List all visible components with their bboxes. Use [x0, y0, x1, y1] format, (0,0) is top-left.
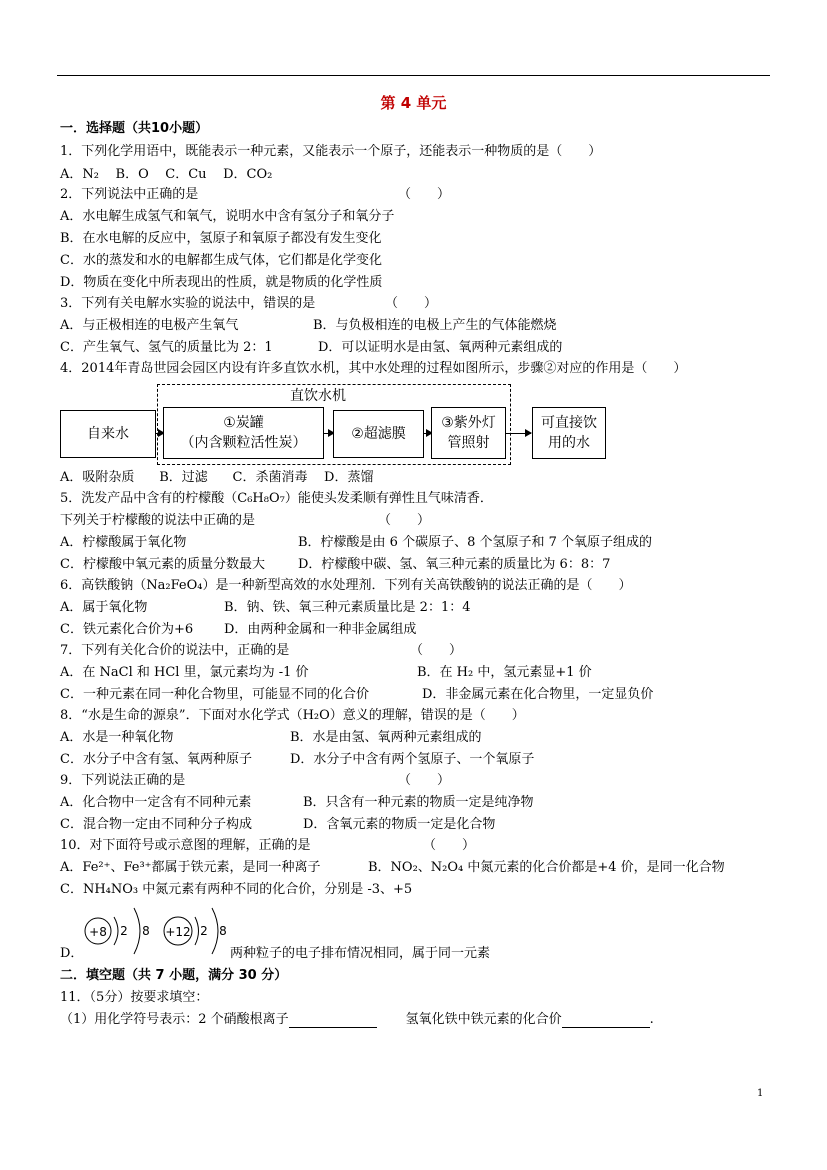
q7-option-d: D．非金属元素在化合物里，一定显负价	[422, 687, 654, 702]
flow-arrow	[505, 433, 531, 434]
atom-diagram-2	[164, 908, 227, 954]
shell-electrons: 2	[200, 924, 208, 938]
question-7: 7．下列有关化合价的说法中，正确的是	[60, 643, 290, 658]
q2-option-d: D．物质在变化中所表现出的性质，就是物质的化学性质	[60, 275, 383, 290]
question-2: 2．下列说法中正确的是	[60, 187, 199, 202]
answer-paren: （ ）	[398, 773, 451, 788]
q5-option-a: A．柠檬酸属于氧化物	[60, 535, 187, 550]
atomic-structure-diagrams	[80, 902, 230, 962]
q8-option-a: A．水是一种氧化物	[60, 730, 174, 745]
q9-option-a: A．化合物中一定含有不同种元素	[60, 795, 252, 810]
q6-option-c: C．铁元素化合价为+6	[60, 622, 194, 637]
box-label: 可直接饮	[541, 415, 597, 431]
q6-option-a: A．属于氧化物	[60, 600, 148, 615]
box-label: ②超滤膜	[351, 426, 406, 442]
page-number: 1	[757, 1088, 764, 1099]
option: B．过滤	[159, 470, 208, 485]
option: C．杀菌消毒	[232, 470, 308, 485]
question-5-line2: 下列关于柠檬酸的说法中正确的是	[60, 513, 256, 528]
answer-paren: （ ）	[410, 643, 463, 658]
q3-option-b: B．与负极相连的电极上产生的气体能燃烧	[313, 318, 557, 333]
question-10: 10．对下面符号或示意图的理解，正确的是	[60, 838, 311, 853]
q10-option-b: B．NO₂、N₂O₄ 中氮元素的化合价都是+4 价，是同一化合物	[368, 860, 725, 875]
q7-option-c: C．一种元素在同一种化合物里，可能显不同的化合价	[60, 687, 369, 702]
q6-option-b: B．钠、铁、氧三种元素质量比是 2：1：4	[224, 600, 471, 615]
prompt-text: （1）用化学符号表示：2 个硝酸根离子	[60, 1012, 289, 1027]
section-heading-2: 二．填空题（共 7 小题，满分 30 分）	[60, 968, 288, 983]
q5-option-c: C．柠檬酸中氧元素的质量分数最大	[60, 557, 265, 572]
box-label: 自来水	[87, 426, 129, 442]
shell-electrons: 8	[142, 924, 150, 938]
answer-paren: （ ）	[398, 187, 451, 202]
question-3: 3．下列有关电解水实验的说法中，错误的是	[60, 296, 316, 311]
question-8: 8．“水是生命的源泉”．下面对水化学式（H₂O）意义的理解，错误的是（ ）	[60, 708, 525, 723]
q1-options	[60, 167, 272, 183]
option: C．Cu	[165, 167, 207, 182]
option: A．N₂	[60, 167, 99, 182]
q8-option-d: D．水分子中含有两个氢原子、一个氧原子	[290, 752, 535, 767]
uv-lamp-box	[431, 407, 506, 459]
answer-paren: （ ）	[423, 838, 476, 853]
q7-option-a: A．在 NaCl 和 HCl 里，氯元素均为 -1 价	[60, 665, 309, 680]
nucleus-charge: +8	[89, 925, 107, 939]
q2-option-b: B．在水电解的反应中，氢原子和氧原子都没有发生变化	[60, 231, 382, 246]
page-title: 第 4 单元	[380, 94, 447, 112]
q10-option-a: A．Fe²⁺、Fe³⁺都属于铁元素，是同一种离子	[60, 860, 321, 875]
q4-options	[60, 470, 373, 486]
box-label: ③紫外灯	[441, 415, 496, 431]
q3-option-a: A．与正极相连的电极产生氧气	[60, 318, 239, 333]
q6-option-d: D．由两种金属和一种非金属组成	[224, 622, 417, 637]
q2-option-a: A．水电解生成氢气和氧气，说明水中含有氢分子和氧分子	[60, 209, 395, 224]
q5-option-b: B．柠檬酸是由 6 个碳原子、8 个氢原子和 7 个氧原子组成的	[298, 535, 653, 550]
machine-label: 直饮水机	[290, 388, 346, 404]
q3-option-d: D．可以证明水是由氢、氧两种元素组成的	[318, 340, 563, 355]
answer-blank[interactable]	[289, 1015, 377, 1028]
question-6: 6．高铁酸钠（Na₂FeO₄）是一种新型高效的水处理剂．下列有关高铁酸钠的说法正确的是（ ）	[60, 578, 632, 593]
question-9: 9．下列说法正确的是	[60, 773, 186, 788]
q10-option-c: C．NH₄NO₃ 中氮元素有两种不同的化合价，分别是 -3、+5	[60, 882, 413, 897]
atom-diagram-1	[85, 908, 150, 954]
shell-electrons: 8	[219, 924, 227, 938]
q7-option-b: B．在 H₂ 中，氢元素显+1 价	[417, 665, 592, 680]
q8-option-b: B．水是由氢、氧两种元素组成的	[290, 730, 482, 745]
q9-option-d: D．含氧元素的物质一定是化合物	[303, 817, 496, 832]
q9-option-c: C．混合物一定由不同种分子构成	[60, 817, 252, 832]
option: A．吸附杂质	[60, 470, 135, 485]
question-1: 1．下列化学用语中，既能表示一种元素，又能表示一个原子，还能表示一种物质的是（ ）	[60, 144, 602, 159]
q8-option-c: C．水分子中含有氢、氧两种原子	[60, 752, 252, 767]
prompt-text: 氢氧化铁中铁元素的化合价	[405, 1012, 562, 1027]
answer-paren: （ ）	[378, 513, 431, 528]
carbon-tank-box	[163, 407, 324, 459]
option: D．CO₂	[223, 167, 273, 182]
box-label: 用的水	[548, 435, 590, 451]
q5-option-d: D．柠檬酸中碳、氢、氧三种元素的质量比为 6：8：7	[298, 557, 611, 572]
question-5: 5．洗发产品中含有的柠檬酸（C₆H₈O₇）能使头发柔顺有弹性且气味清香．	[60, 491, 493, 506]
box-label: ①炭罐	[223, 415, 264, 431]
shell-electrons: 2	[120, 924, 128, 938]
q9-option-b: B．只含有一种元素的物质一定是纯净物	[303, 795, 534, 810]
q11-part-1	[60, 1012, 654, 1028]
tap-water-box	[60, 410, 156, 458]
drinkable-water-box	[532, 407, 606, 459]
q3-option-c: C．产生氧气、氢气的质量比为 2：1	[60, 340, 273, 355]
option: B．O	[115, 167, 149, 182]
q10-option-d-label: D．	[60, 946, 84, 961]
q10-option-d: 两种粒子的电子排布情况相同，属于同一元素	[230, 946, 491, 961]
box-label: 管照射	[447, 435, 490, 451]
answer-paren: （ ）	[385, 296, 438, 311]
answer-blank[interactable]	[562, 1015, 650, 1028]
question-11: 11．（5分）按要求填空：	[60, 990, 209, 1005]
nucleus-charge: +12	[165, 925, 191, 939]
section-heading-1: 一．选择题（共10小题）	[60, 121, 209, 136]
q2-option-c: C．水的蒸发和水的电解都生成气体，它们都是化学变化	[60, 253, 382, 268]
ultrafiltration-box	[333, 410, 424, 458]
option: D．蒸馏	[324, 470, 374, 485]
question-4: 4．2014年青岛世园会园区内设有许多直饮水机，其中水处理的过程如图所示，步骤②对应的作用是（ ）	[60, 361, 687, 376]
header-rule	[57, 75, 770, 76]
box-label: （内含颗粒活性炭）	[180, 435, 307, 451]
end-period: .	[649, 1012, 654, 1027]
